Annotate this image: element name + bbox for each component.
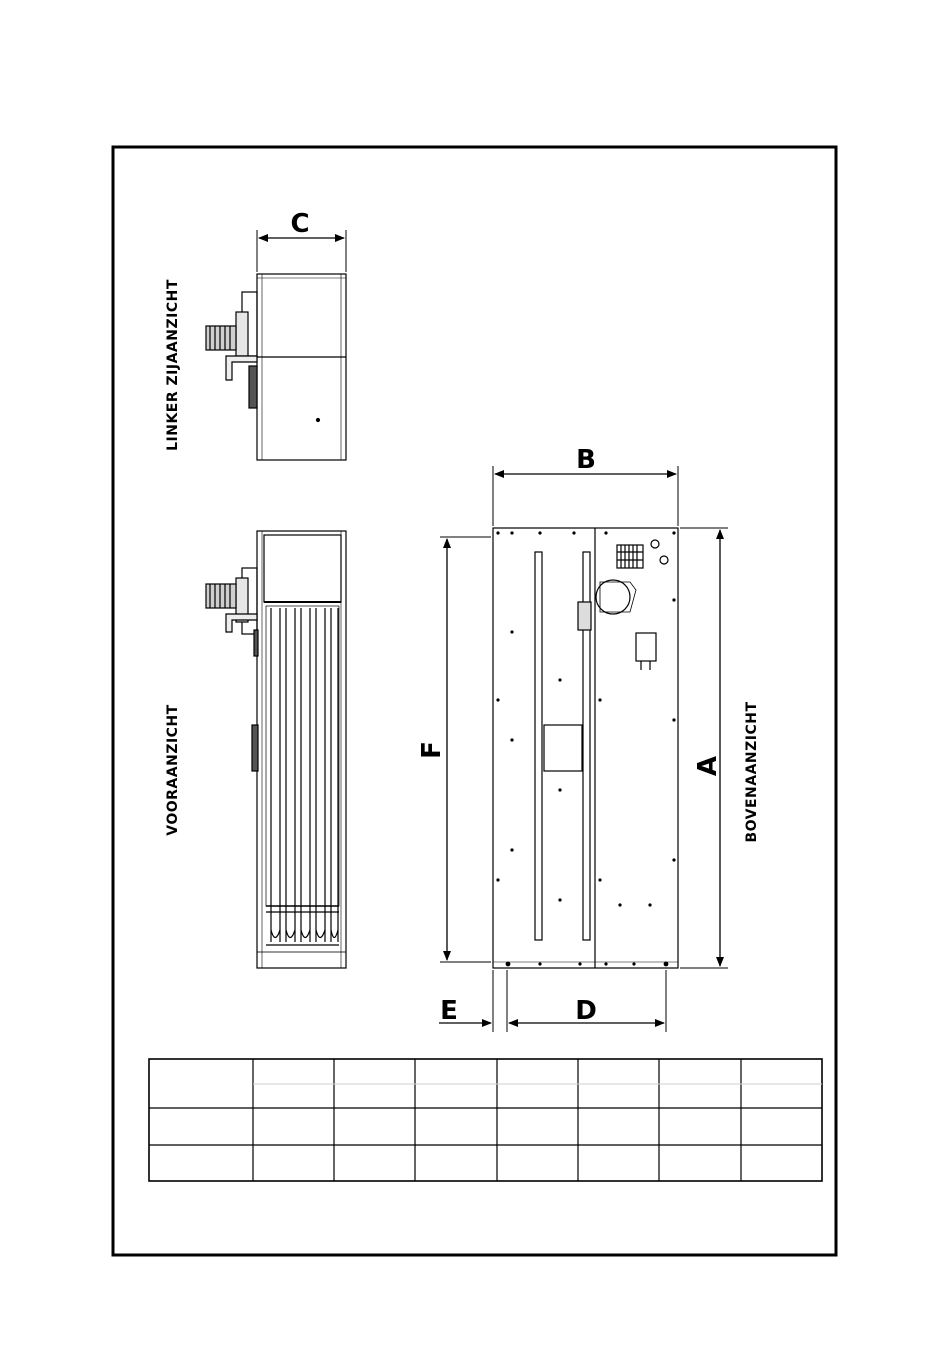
left-side-view <box>206 274 346 460</box>
dimension-label-c: C <box>290 209 310 239</box>
dimension-a <box>680 528 728 968</box>
front-view <box>206 531 346 968</box>
page-frame <box>113 147 836 1255</box>
top-view-fasteners <box>496 531 675 966</box>
dimension-label-f: F <box>417 741 447 759</box>
left-side-view-label: LINKER ZIJAANZICHT <box>165 279 181 451</box>
dimension-b <box>493 466 678 526</box>
dimension-label-e: E <box>440 996 458 1026</box>
dimension-table <box>149 1059 822 1181</box>
dimension-label-a: A <box>693 755 723 777</box>
dimension-label-b: B <box>576 445 596 475</box>
top-view <box>493 528 678 968</box>
dimension-f <box>440 537 491 962</box>
dimension-label-d: D <box>575 996 597 1026</box>
front-view-label: VOORAANZICHT <box>165 704 181 836</box>
top-view-label: BOVENAANZICHT <box>744 701 760 843</box>
